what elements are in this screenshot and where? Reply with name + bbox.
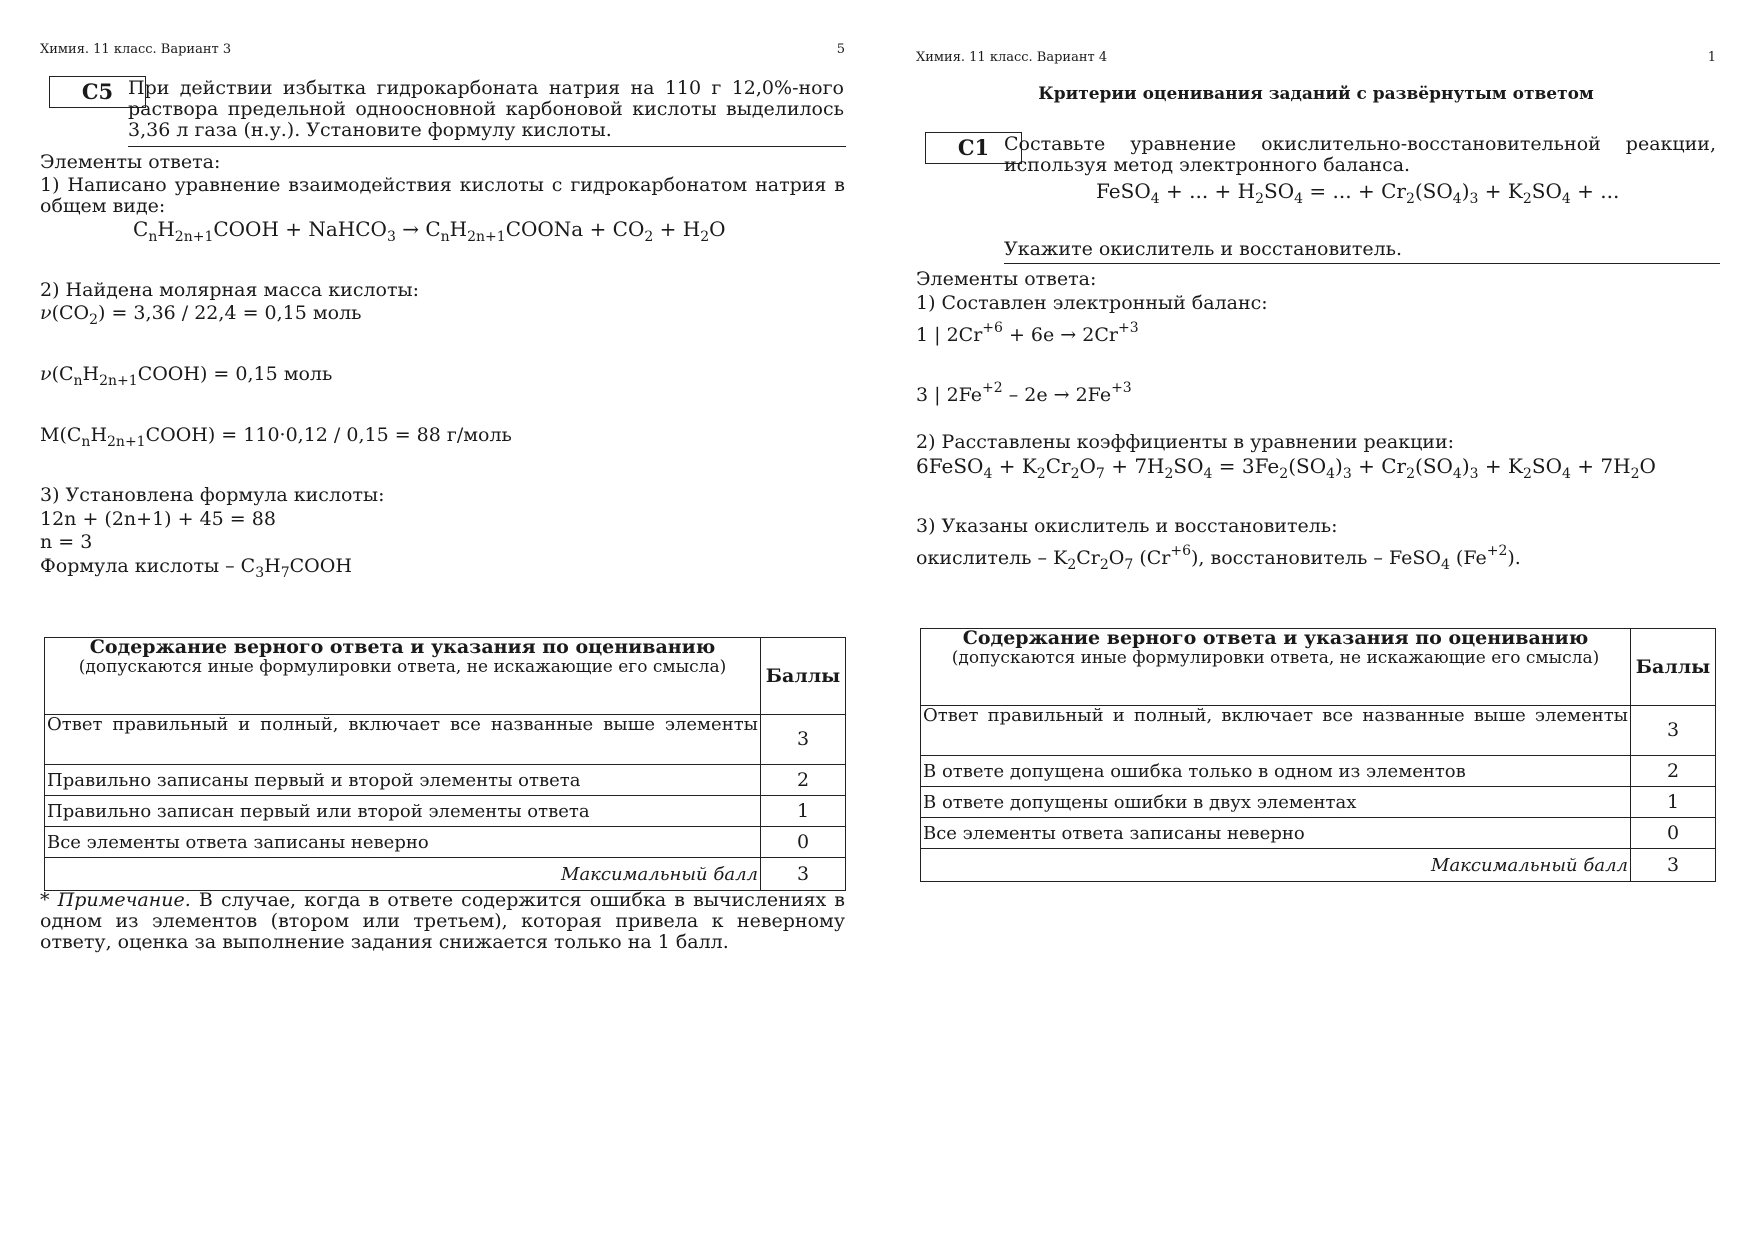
table-row [45, 827, 846, 858]
row-text: Все элементы ответа записаны неверно [921, 818, 1631, 849]
table-max-row [921, 849, 1716, 882]
table-row [921, 818, 1716, 849]
divider [128, 146, 846, 147]
step-3: 3) Указаны окислитель и восстановитель: [916, 515, 1338, 537]
page-number: 1 [1707, 50, 1716, 65]
max-points: 3 [761, 858, 846, 891]
left-page [40, 0, 845, 1239]
step-3: 3) Установлена формула кислоты: [40, 484, 385, 506]
row-points: 1 [1631, 787, 1716, 818]
reaction-equation: $C_nH_{2n+1}COOH$ + NaHCO$_3$ → $C_nH_{2n+1}COONa + CO_2 + H_2O$ [133, 217, 726, 245]
table-header-points: Баллы [761, 638, 846, 715]
calc-moles-acid: $\nu(C_nH_{2n+1}COOH) = 0,15$ моль [40, 363, 333, 389]
acid-formula: Формула кислоты – $C_3H_7COOH$ [40, 555, 352, 581]
table-header-sub: (допускаются иные формулировки ответа, не искажающие его смысла) [78, 657, 727, 677]
section-title: Критерии оценивания заданий с развёрнутым ответом [1038, 84, 1594, 104]
note-text: В случае, когда в ответе содержится ошибка в вычислениях в одном из элементов (втором или третьем), которая привела к неверному ответу, оценка за выполнение задания снижается только на 1 балл. [40, 889, 845, 953]
equation-n-result: n = 3 [40, 531, 93, 553]
row-text: Правильно записан первый или второй элементы ответа [45, 796, 761, 827]
table-row [45, 765, 846, 796]
reducer-label: , восстановитель – [1198, 547, 1389, 569]
table-row [45, 796, 846, 827]
answer-title: Элементы ответа: [916, 268, 1097, 290]
table-header-bold: Содержание верного ответа и указания по оцениванию [89, 636, 716, 658]
row-points: 3 [1631, 706, 1716, 756]
equation-n: 12n + (2n+1) + 45 = 88 [40, 508, 276, 530]
step-1: 1) Составлен электронный баланс: [916, 292, 1268, 314]
max-label: Максимальный балл [45, 858, 761, 891]
row-text: Ответ правильный и полный, включает все названные выше элементы [45, 715, 761, 765]
calc-moles-co2-value: = 3,36 / 22,4 = 0,15 моль [105, 302, 362, 324]
row-points: 0 [761, 827, 846, 858]
row-text: Ответ правильный и полный, включает все названные выше элементы [921, 706, 1631, 756]
max-label: Максимальный балл [921, 849, 1631, 882]
step-1: 1) Написано уравнение взаимодействия кислоты с гидрокарбонатом натрия в общем виде: [40, 174, 845, 217]
right-page [916, 0, 1716, 1239]
calc-moles-co2: $\nu(CO_2) = 3,36 / 22,4 = 0,15$ моль [40, 302, 362, 328]
table-header-row [45, 638, 846, 715]
divider [1004, 263, 1720, 264]
row-text: В ответе допущена ошибка только в одном из элементов [921, 756, 1631, 787]
table-max-row [45, 858, 846, 891]
page-header [40, 42, 845, 57]
calc-moles-acid-value: = 0,15 моль [207, 363, 333, 385]
row-text: В ответе допущены ошибки в двух элементах [921, 787, 1631, 818]
calc-molar-mass: $M(C_nH_{2n+1}COOH) = 110\cdot 0,12 / 0,15 = 88$ г/моль [40, 424, 512, 450]
row-points: 3 [761, 715, 846, 765]
row-text: Все элементы ответа записаны неверно [45, 827, 761, 858]
table-header-content [921, 629, 1631, 706]
note: * Примечание. В случае, когда в ответе содержится ошибка в вычислениях в одном из элементов (втором или третьем), которая привела к неверному ответу, оценка за выполнение задания снижается только на 1 балл. [40, 889, 845, 953]
task-text: При действии избытка гидрокарбоната натрия на 110 г 12,0%-ного раствора предельной одноосновной карбоновой кислоты выделилось 3,36 л газа (н.у.). Установите формулу кислоты. [128, 77, 844, 141]
oxidizer-label: окислитель – [916, 547, 1054, 569]
table-row [921, 706, 1716, 756]
table-header-row [921, 629, 1716, 706]
header-title: Химия. 11 класс. Вариант 3 [40, 42, 232, 57]
table-header-content [45, 638, 761, 715]
row-points: 0 [1631, 818, 1716, 849]
note-label: Примечание. [57, 889, 191, 911]
acid-formula-label: Формула кислоты – [40, 555, 241, 577]
task-text: Составьте уравнение окислительно-восстановительной реакции, используя метод электронного баланса. [1004, 133, 1716, 176]
table-header-points: Баллы [1631, 629, 1716, 706]
grading-table [920, 628, 1716, 882]
table-header-sub: (допускаются иные формулировки ответа, не искажающие его смысла) [951, 648, 1600, 668]
row-points: 1 [761, 796, 846, 827]
row-points: 2 [1631, 756, 1716, 787]
table-row [921, 787, 1716, 818]
task-instruction: Укажите окислитель и восстановитель. [1004, 238, 1403, 260]
row-text: Правильно записаны первый и второй элементы ответа [45, 765, 761, 796]
page-number: 5 [836, 42, 845, 57]
table-row [45, 715, 846, 765]
balanced-equation: 6FeSO$_4$ + $K_2Cr_2O_7 + 7H_2SO_4 = 3Fe_2(SO_4)_3 + Cr_2(SO_4)_3 + K_2SO_4 + 7H_2O$ [916, 454, 1656, 482]
task-id-box: C5 [49, 76, 146, 108]
table-row [921, 756, 1716, 787]
grading-table [44, 637, 846, 891]
balance-chromium: 1 | $2Cr^{+6} + 6e \to 2Cr^{+3}$ [916, 320, 1139, 346]
step-2: 2) Найдена молярная масса кислоты: [40, 279, 420, 301]
oxidizer-reducer: окислитель – $K_2Cr_2O_7$ $(Cr^{+6})$, восстановитель – FeSO$_4$ $(Fe^{+2})$. [916, 543, 1521, 573]
reaction-scheme: FeSO$_4$ + ... + $H_2SO_4$ = ... + $Cr_2(SO_4)_3 + K_2SO_4$ + ... [1096, 179, 1620, 207]
calc-molar-mass-value: = 110·0,12 / 0,15 = 88 г/моль [215, 424, 512, 446]
max-points: 3 [1631, 849, 1716, 882]
step-2: 2) Расставлены коэффициенты в уравнении реакции: [916, 431, 1455, 453]
row-points: 2 [761, 765, 846, 796]
task-id-box: C1 [925, 132, 1022, 164]
balance-iron: 3 | $2Fe^{+2} - 2e \to 2Fe^{+3}$ [916, 380, 1132, 406]
header-title: Химия. 11 класс. Вариант 4 [916, 50, 1108, 65]
page-header [916, 50, 1716, 65]
answer-title: Элементы ответа: [40, 151, 221, 173]
table-header-bold: Содержание верного ответа и указания по оцениванию [962, 627, 1589, 649]
